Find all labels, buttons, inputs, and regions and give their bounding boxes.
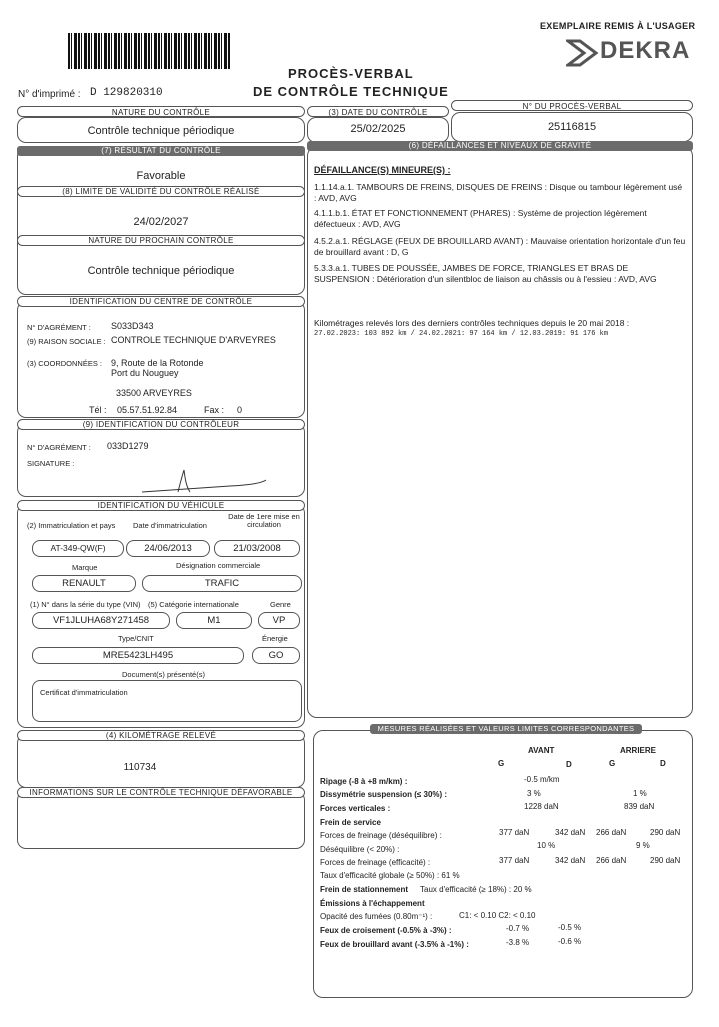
deseq-av: 10 % <box>537 841 556 850</box>
km-label: (4) KILOMÉTRAGE RELEVÉ <box>105 731 217 740</box>
vehicule-marque: RENAULT <box>32 575 136 592</box>
opacite-label: Opacité des fumées (0.80m⁻¹) : <box>320 912 433 921</box>
avant-header: AVANT <box>528 746 555 755</box>
centre-raison-label: (9) RAISON SOCIALE : <box>27 337 106 346</box>
brouillard-d: -0.6 % <box>558 937 582 946</box>
nature-value: Contrôle technique périodique <box>87 125 235 137</box>
print-number: D 129820310 <box>90 87 163 99</box>
opacite-value: C1: < 0.10 C2: < 0.10 <box>459 911 536 920</box>
vehicule-vin-label: (1) N° dans la série du type (VIN) <box>30 600 141 609</box>
stationnement-value: Taux d'efficacité (≥ 18%) : 20 % <box>420 885 532 894</box>
vehicule-type-label: Type/CNIT <box>118 634 154 643</box>
vehicule-type: MRE5423LH495 <box>32 647 244 664</box>
controleur-label: (9) IDENTIFICATION DU CONTRÔLEUR <box>82 420 240 429</box>
page-title-line2: DE CONTRÔLE TECHNIQUE <box>253 84 449 99</box>
vehicule-docs-box <box>32 680 302 722</box>
brouillard-label: Feux de brouillard avant (-3.5% à -1%) : <box>320 940 469 949</box>
avant-d: D <box>566 760 572 769</box>
brand-name: DEKRA <box>600 37 691 64</box>
km-value: 110734 <box>123 762 157 773</box>
feff-av-d: 342 daN <box>555 856 586 865</box>
centre-coord-label: (3) COORDONNÉES : <box>27 359 103 368</box>
vehicule-categorie: M1 <box>176 612 252 629</box>
barcode <box>68 33 230 69</box>
centre-addr2: Port du Nouguey <box>111 368 179 378</box>
vehicule-date-circ-label: Date de 1ere mise en circulation <box>228 512 300 529</box>
vehicule-energie-label: Énergie <box>262 634 288 643</box>
deseq-ar: 9 % <box>636 841 650 850</box>
forces-label: Forces verticales : <box>320 804 391 813</box>
centre-tel-label: Tél : <box>89 405 107 415</box>
vehicule-energie: GO <box>252 647 300 664</box>
vehicule-designation-label: Désignation commerciale <box>176 561 261 570</box>
controleur-agrement-value: 033D1279 <box>107 441 149 451</box>
dissym-av: 3 % <box>527 789 541 798</box>
dekra-logo-icon <box>566 39 600 67</box>
fdes-ar-g: 266 daN <box>596 828 627 837</box>
controleur-agrement-label: N° D'AGRÉMENT : <box>27 443 91 452</box>
croisement-label: Feux de croisement (-0.5% à -3%) : <box>320 926 452 935</box>
centre-tel-value: 05.57.51.92.84 <box>117 405 178 415</box>
vehicule-genre: VP <box>258 612 300 629</box>
date-label: (3) DATE DU CONTRÔLE <box>328 108 428 117</box>
km-history: 27.02.2023: 103 892 km / 24.02.2021: 97 164 km / 12.03.2019: 91 176 km <box>314 330 609 338</box>
vehicule-docs-value: Certificat d'immatriculation <box>40 688 128 697</box>
vehicule-marque-label: Marque <box>72 563 98 572</box>
vehicule-designation: TRAFIC <box>142 575 302 592</box>
vehicule-immat: AT-349-QW(F) <box>32 540 124 557</box>
centre-label: IDENTIFICATION DU CENTRE DE CONTRÔLE <box>69 297 253 306</box>
feff-ar-d: 290 daN <box>650 856 681 865</box>
mesures-label: MESURES RÉALISÉES ET VALEURS LIMITES CORRESPONDANTES <box>370 724 642 734</box>
page-title-line1: PROCÈS-VERBAL <box>288 66 414 81</box>
centre-addr1: 9, Route de la Rotonde <box>111 358 204 368</box>
defaillances-heading: DÉFAILLANCE(S) MINEURE(S) : <box>314 165 451 175</box>
date-value: 25/02/2025 <box>350 123 406 135</box>
forces-av: 1228 daN <box>524 802 559 811</box>
centre-fax-value: 0 <box>237 405 243 415</box>
feff-label: Forces de freinage (efficacité) : <box>320 858 431 867</box>
croisement-g: -0.7 % <box>506 924 530 933</box>
fdes-label: Forces de freinage (déséquilibre) : <box>320 831 442 840</box>
centre-raison-value: CONTROLE TECHNIQUE D'ARVEYRES <box>111 335 276 345</box>
signature-image <box>140 466 270 496</box>
vehicule-genre-label: Genre <box>270 600 291 609</box>
vehicule-date-circ: 21/03/2008 <box>214 540 300 557</box>
print-number-label: N° d'imprimé : <box>18 89 81 100</box>
info-box <box>17 791 305 849</box>
km-history-note: Kilométrages relevés lors des derniers contrôles techniques depuis le 20 mai 2018 : <box>314 318 630 328</box>
fdes-ar-d: 290 daN <box>650 828 681 837</box>
defaillances-box <box>307 146 693 718</box>
stationnement-label: Frein de stationnement <box>320 885 409 894</box>
validity-value: 24/02/2027 <box>133 216 189 228</box>
vehicule-date-immat-label: Date d'immatriculation <box>133 521 207 530</box>
km-box <box>17 734 305 788</box>
avant-g: G <box>498 759 505 768</box>
defaillance-item: 1.1.14.a.1. TAMBOURS DE FREINS, DISQUES DE FREINS : Disque ou tambour légèrement usé : AVD, AVG <box>314 182 683 203</box>
dissym-label: Dissymétrie suspension (≤ 30%) : <box>320 790 448 799</box>
copy-label: EXEMPLAIRE REMIS À L'USAGER <box>540 21 696 31</box>
vehicule-immat-label: (2) Immatriculation et pays <box>27 521 116 530</box>
pv-value: 25116815 <box>547 121 597 133</box>
croisement-d: -0.5 % <box>558 923 582 932</box>
nature-label: NATURE DU CONTRÔLE <box>111 108 211 117</box>
arriere-d: D <box>660 759 666 768</box>
feff-av-g: 377 daN <box>499 856 530 865</box>
result-value: Favorable <box>136 170 186 182</box>
vehicule-date-immat: 24/06/2013 <box>126 540 210 557</box>
controleur-signature-label: SIGNATURE : <box>27 459 75 468</box>
next-value: Contrôle technique périodique <box>87 265 235 277</box>
ripage-value: -0.5 m/km <box>524 775 560 784</box>
centre-agrement-value: S033D343 <box>111 321 154 331</box>
centre-agrement-label: N° D'AGRÉMENT : <box>27 323 91 332</box>
result-label: (7) RÉSULTAT DU CONTRÔLE <box>17 146 305 156</box>
validity-label: (8) LIMITE DE VALIDITÉ DU CONTRÔLE RÉALISÉ <box>62 187 260 196</box>
defaillance-item: 4.1.1.b.1. ÉTAT ET FONCTIONNEMENT (PHARES) : Système de projection légèrement défectueux : AVD, AVG <box>314 208 647 229</box>
defaillance-item: 4.5.2.a.1. RÉGLAGE (FEUX DE BROUILLARD AVANT) : Mauvaise orientation horizontale d'un feu de brouillard avant : D, G <box>314 236 686 257</box>
vehicule-vin: VF1JLUHA68Y271458 <box>32 612 170 629</box>
centre-fax-label: Fax : <box>204 405 225 415</box>
fdes-av-g: 377 daN <box>499 828 530 837</box>
deseq-label: Déséquilibre (< 20%) : <box>320 845 400 854</box>
vehicule-label: IDENTIFICATION DU VÉHICULE <box>97 501 225 510</box>
emissions-label: Émissions à l'échappement <box>320 899 425 908</box>
forces-ar: 839 daN <box>624 802 655 811</box>
arriere-header: ARRIERE <box>620 746 657 755</box>
info-label: INFORMATIONS SUR LE CONTRÔLE TECHNIQUE DÉFAVORABLE <box>29 788 293 797</box>
centre-addr3: 33500 ARVEYRES <box>116 388 192 398</box>
next-label: NATURE DU PROCHAIN CONTRÔLE <box>88 236 234 245</box>
taux-global: Taux d'efficacité globale (≥ 50%) : 61 % <box>320 871 460 880</box>
defaillance-item: 5.3.3.a.1. TUBES DE POUSSÉE, JAMBES DE FORCE, TRIANGLES ET BRAS DE SUSPENSION : Détérioration d'un silentbloc de liaison au châssis ou à l'essieu : AVD, AVG <box>314 263 657 284</box>
dissym-ar: 1 % <box>633 789 647 798</box>
fdes-av-d: 342 daN <box>555 828 586 837</box>
vehicule-docs-label: Document(s) présenté(s) <box>122 670 205 679</box>
frein-service-label: Frein de service <box>320 818 381 827</box>
arriere-g: G <box>609 759 616 768</box>
brouillard-g: -3.8 % <box>506 938 530 947</box>
feff-ar-g: 266 daN <box>596 856 627 865</box>
defaillances-label: (6) DÉFAILLANCES ET NIVEAUX DE GRAVITÉ <box>307 141 693 151</box>
pv-label: N° DU PROCÈS-VERBAL <box>522 102 622 111</box>
vehicule-categorie-label: (5) Catégorie internationale <box>148 600 239 609</box>
ripage-label: Ripage (-8 à +8 m/km) : <box>320 777 408 786</box>
